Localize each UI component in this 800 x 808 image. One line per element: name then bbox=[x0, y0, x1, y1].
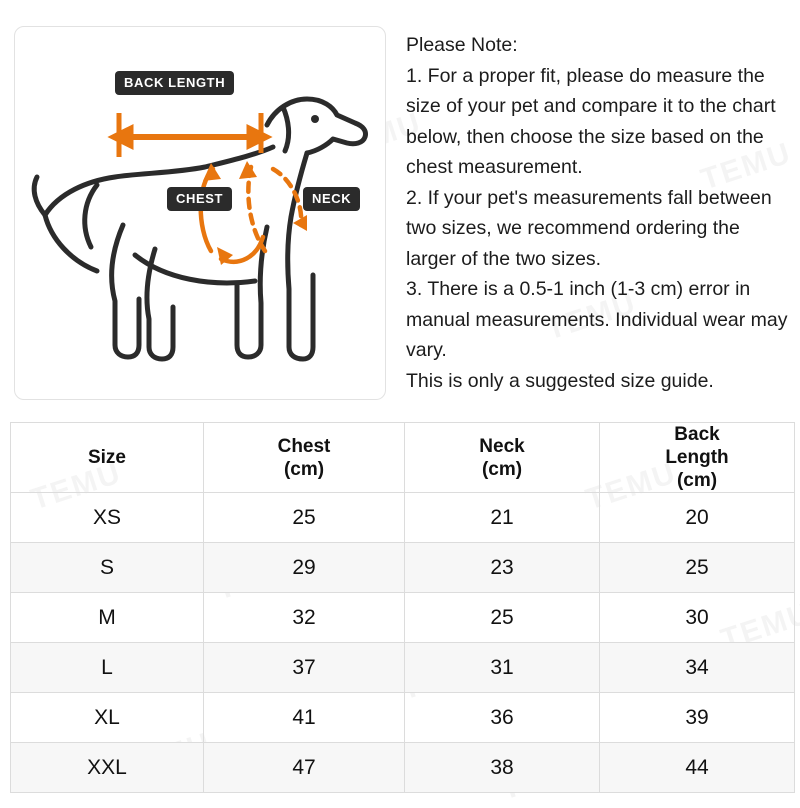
back-length-arrow bbox=[113, 113, 267, 157]
cell-neck: 21 bbox=[405, 493, 600, 543]
header-size bbox=[11, 423, 204, 493]
label-neck: NECK bbox=[303, 187, 360, 211]
note-line-3: 3. There is a 0.5-1 inch (1-3 cm) error in manual measurements. Individual wear may vary. bbox=[406, 278, 788, 361]
cell-chest: 47 bbox=[204, 743, 405, 793]
table-row bbox=[11, 743, 795, 793]
header-chest bbox=[204, 423, 405, 493]
table-row bbox=[11, 593, 795, 643]
cell-size: L bbox=[11, 643, 204, 693]
cell-chest: 41 bbox=[204, 693, 405, 743]
header-back-line1: Back bbox=[674, 424, 720, 445]
cell-chest: 32 bbox=[204, 593, 405, 643]
cell-size: XL bbox=[11, 693, 204, 743]
header-neck-label: Neck bbox=[479, 435, 525, 457]
size-chart-table bbox=[10, 422, 795, 793]
cell-back: 30 bbox=[600, 593, 795, 643]
cell-chest: 37 bbox=[204, 643, 405, 693]
size-chart-table-wrapper bbox=[10, 422, 790, 793]
header-neck bbox=[405, 423, 600, 493]
cell-size: M bbox=[11, 593, 204, 643]
note-line-1: 1. For a proper fit, please do measure the size of your pet and compare it to the chart below, then choose the size based on the chest measurement. bbox=[406, 64, 776, 178]
cell-back: 20 bbox=[600, 493, 795, 543]
cell-size: S bbox=[11, 543, 204, 593]
table-header-row bbox=[11, 423, 795, 493]
cell-neck: 38 bbox=[405, 743, 600, 793]
dog-eye bbox=[311, 115, 319, 123]
header-neck-unit: (cm) bbox=[481, 458, 523, 480]
header-size-label: Size bbox=[87, 447, 127, 468]
cell-size: XS bbox=[11, 493, 204, 543]
table-row bbox=[11, 693, 795, 743]
size-chart-body bbox=[11, 493, 795, 793]
chest-measure-loop bbox=[201, 163, 263, 265]
cell-back: 34 bbox=[600, 643, 795, 693]
cell-neck: 23 bbox=[405, 543, 600, 593]
header-chest-label: Chest bbox=[277, 435, 331, 457]
cell-neck: 25 bbox=[405, 593, 600, 643]
label-back-length: BACK LENGTH bbox=[115, 71, 234, 95]
cell-neck: 36 bbox=[405, 693, 600, 743]
table-row bbox=[11, 543, 795, 593]
cell-size: XXL bbox=[11, 743, 204, 793]
cell-back: 44 bbox=[600, 743, 795, 793]
note-line-4: This is only a suggested size guide. bbox=[406, 369, 714, 392]
cell-chest: 25 bbox=[204, 493, 405, 543]
dog-measurement-diagram bbox=[14, 26, 386, 400]
cell-back: 25 bbox=[600, 543, 795, 593]
size-chart-header bbox=[11, 423, 795, 493]
header-back-unit: (cm) bbox=[676, 470, 718, 491]
table-row bbox=[11, 643, 795, 693]
cell-neck: 31 bbox=[405, 643, 600, 693]
header-chest-unit: (cm) bbox=[283, 458, 325, 480]
header-back-length bbox=[600, 423, 795, 493]
cell-back: 39 bbox=[600, 693, 795, 743]
header-back-line2: Length bbox=[665, 447, 729, 468]
notes-heading: Please Note: bbox=[406, 34, 518, 56]
cell-chest: 29 bbox=[204, 543, 405, 593]
notes-block bbox=[386, 26, 790, 412]
note-line-2: 2. If your pet's measurements fall between two sizes, we recommend ordering the larger of the two sizes. bbox=[406, 186, 772, 270]
table-row bbox=[11, 493, 795, 543]
label-chest: CHEST bbox=[167, 187, 232, 211]
